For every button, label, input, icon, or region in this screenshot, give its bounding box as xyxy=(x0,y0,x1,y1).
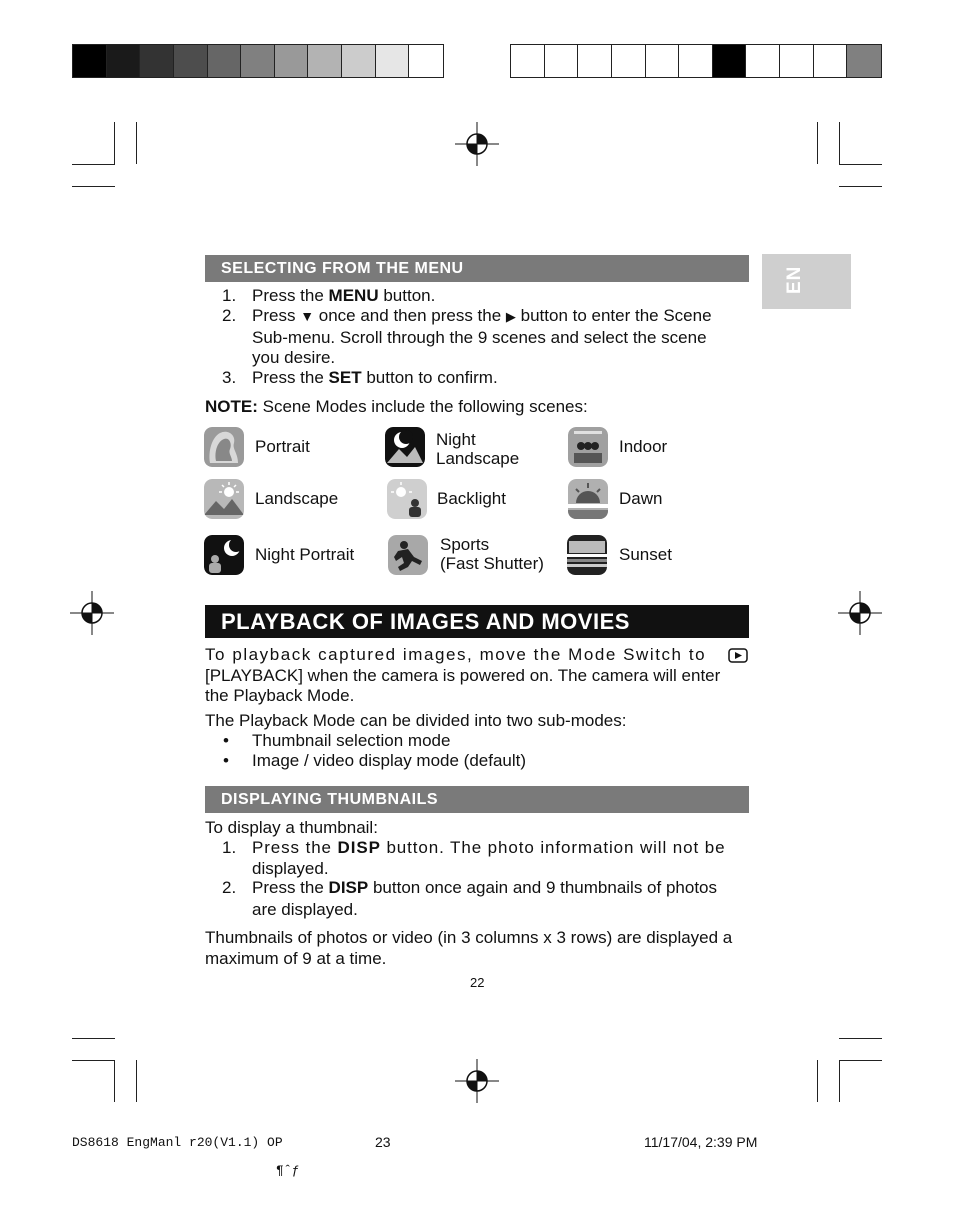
calibration-swatch xyxy=(578,45,612,77)
crop-mark xyxy=(839,186,882,187)
footer-filename: DS8618 EngManl r20(V1.1) OP xyxy=(72,1135,283,1150)
registration-mark-icon xyxy=(455,122,499,166)
calibration-bar-left xyxy=(72,44,444,78)
sports-icon xyxy=(388,535,428,575)
calibration-swatch xyxy=(746,45,780,77)
step-text: Press the SET button to confirm. xyxy=(252,368,498,387)
step-number: 2. xyxy=(222,306,237,325)
step-text: Press ▼ once and then press the ▶ button to enter the Scene Sub-menu. Scroll through the 9 scenes and select the scene you desire. xyxy=(252,306,712,367)
scene-label: Dawn xyxy=(619,489,663,508)
playback-icon xyxy=(728,648,748,663)
step-text: Press the DISP button. The photo information will not be displayed. xyxy=(252,838,726,878)
calibration-swatch xyxy=(511,45,545,77)
night-landscape-icon xyxy=(385,427,425,467)
section-heading-thumbnails: DISPLAYING THUMBNAILS xyxy=(205,786,749,813)
scene-label: Portrait xyxy=(255,437,310,456)
calibration-swatch xyxy=(308,45,342,77)
landscape-icon xyxy=(204,479,244,519)
calibration-swatch xyxy=(780,45,814,77)
calibration-swatch xyxy=(814,45,848,77)
down-arrow-icon: ▼ xyxy=(300,308,315,324)
calibration-swatch xyxy=(342,45,376,77)
registration-mark-icon xyxy=(838,591,882,635)
footer-sheet-number: 23 xyxy=(375,1134,391,1150)
calibration-swatch xyxy=(208,45,242,77)
calibration-swatch xyxy=(174,45,208,77)
calibration-swatch xyxy=(612,45,646,77)
backlight-icon xyxy=(387,479,427,519)
crop-mark xyxy=(114,122,115,164)
calibration-swatch xyxy=(847,45,881,77)
calibration-swatch xyxy=(376,45,410,77)
footer-mark: ¶ˆƒ xyxy=(276,1163,300,1178)
language-tab-label: EN xyxy=(784,265,805,294)
night-portrait-icon xyxy=(204,535,244,575)
crop-mark xyxy=(136,122,137,164)
bullet-item: Thumbnail selection mode xyxy=(252,731,451,750)
calibration-swatch xyxy=(679,45,713,77)
calibration-swatch xyxy=(409,45,443,77)
scene-label: Backlight xyxy=(437,489,506,508)
calibration-swatch xyxy=(73,45,107,77)
crop-mark xyxy=(72,186,115,187)
crop-mark xyxy=(839,164,882,165)
step-text: Press the MENU button. xyxy=(252,286,436,305)
scene-label: Sports (Fast Shutter) xyxy=(440,535,544,573)
crop-mark xyxy=(839,1060,840,1102)
calibration-swatch xyxy=(545,45,579,77)
calibration-swatch xyxy=(275,45,309,77)
scene-label: Night Portrait xyxy=(255,545,355,564)
bullet-glyph: • xyxy=(223,731,229,750)
portrait-icon xyxy=(204,427,244,467)
bullet-glyph: • xyxy=(223,751,229,770)
paragraph: Thumbnails of photos or video (in 3 columns x 3 rows) are displayed a maximum of 9 at a time. xyxy=(205,928,733,968)
calibration-swatch xyxy=(140,45,174,77)
calibration-swatch xyxy=(713,45,747,77)
step-number: 2. xyxy=(222,878,237,897)
crop-mark xyxy=(72,1038,115,1039)
step-number: 3. xyxy=(222,368,237,387)
crop-mark xyxy=(114,1060,115,1102)
section-heading-selecting-menu: SELECTING FROM THE MENU xyxy=(205,255,749,282)
crop-mark xyxy=(817,122,818,164)
sunset-icon xyxy=(567,535,607,575)
language-tab xyxy=(762,254,851,309)
crop-mark xyxy=(136,1060,137,1102)
section-heading-playback: PLAYBACK OF IMAGES AND MOVIES xyxy=(205,605,749,638)
registration-mark-icon xyxy=(455,1059,499,1103)
right-arrow-icon: ▶ xyxy=(505,309,516,324)
scene-label: Night Landscape xyxy=(436,430,520,468)
step-number: 1. xyxy=(222,286,237,305)
paragraph: To display a thumbnail: xyxy=(205,818,378,837)
footer-timestamp: 11/17/04, 2:39 PM xyxy=(644,1134,758,1150)
dawn-icon xyxy=(568,479,608,519)
crop-mark xyxy=(72,164,115,165)
step-text: Press the DISP button once again and 9 thumbnails of photos are displayed. xyxy=(252,878,717,919)
crop-mark xyxy=(839,1038,882,1039)
calibration-swatch xyxy=(646,45,680,77)
scene-label: Sunset xyxy=(619,545,672,564)
calibration-bar-right xyxy=(510,44,882,78)
calibration-swatch xyxy=(241,45,275,77)
crop-mark xyxy=(72,1060,115,1061)
crop-mark xyxy=(839,122,840,164)
crop-mark xyxy=(839,1060,882,1061)
indoor-icon xyxy=(568,427,608,467)
step-number: 1. xyxy=(222,838,237,857)
bullet-item: Image / video display mode (default) xyxy=(252,751,527,770)
registration-mark-icon xyxy=(70,591,114,635)
scene-label: Landscape xyxy=(255,489,339,508)
note: NOTE: Scene Modes include the following scenes: xyxy=(205,397,588,416)
page-number: 22 xyxy=(470,975,485,990)
scene-label: Indoor xyxy=(619,437,668,456)
calibration-swatch xyxy=(107,45,141,77)
crop-mark xyxy=(817,1060,818,1102)
paragraph: The Playback Mode can be divided into two sub-modes: xyxy=(205,711,627,730)
paragraph: To playback captured images, move the Mode Switch to [PLAYBACK] when the camera is powered on. The camera will enter the Playback Mode. xyxy=(205,645,749,707)
